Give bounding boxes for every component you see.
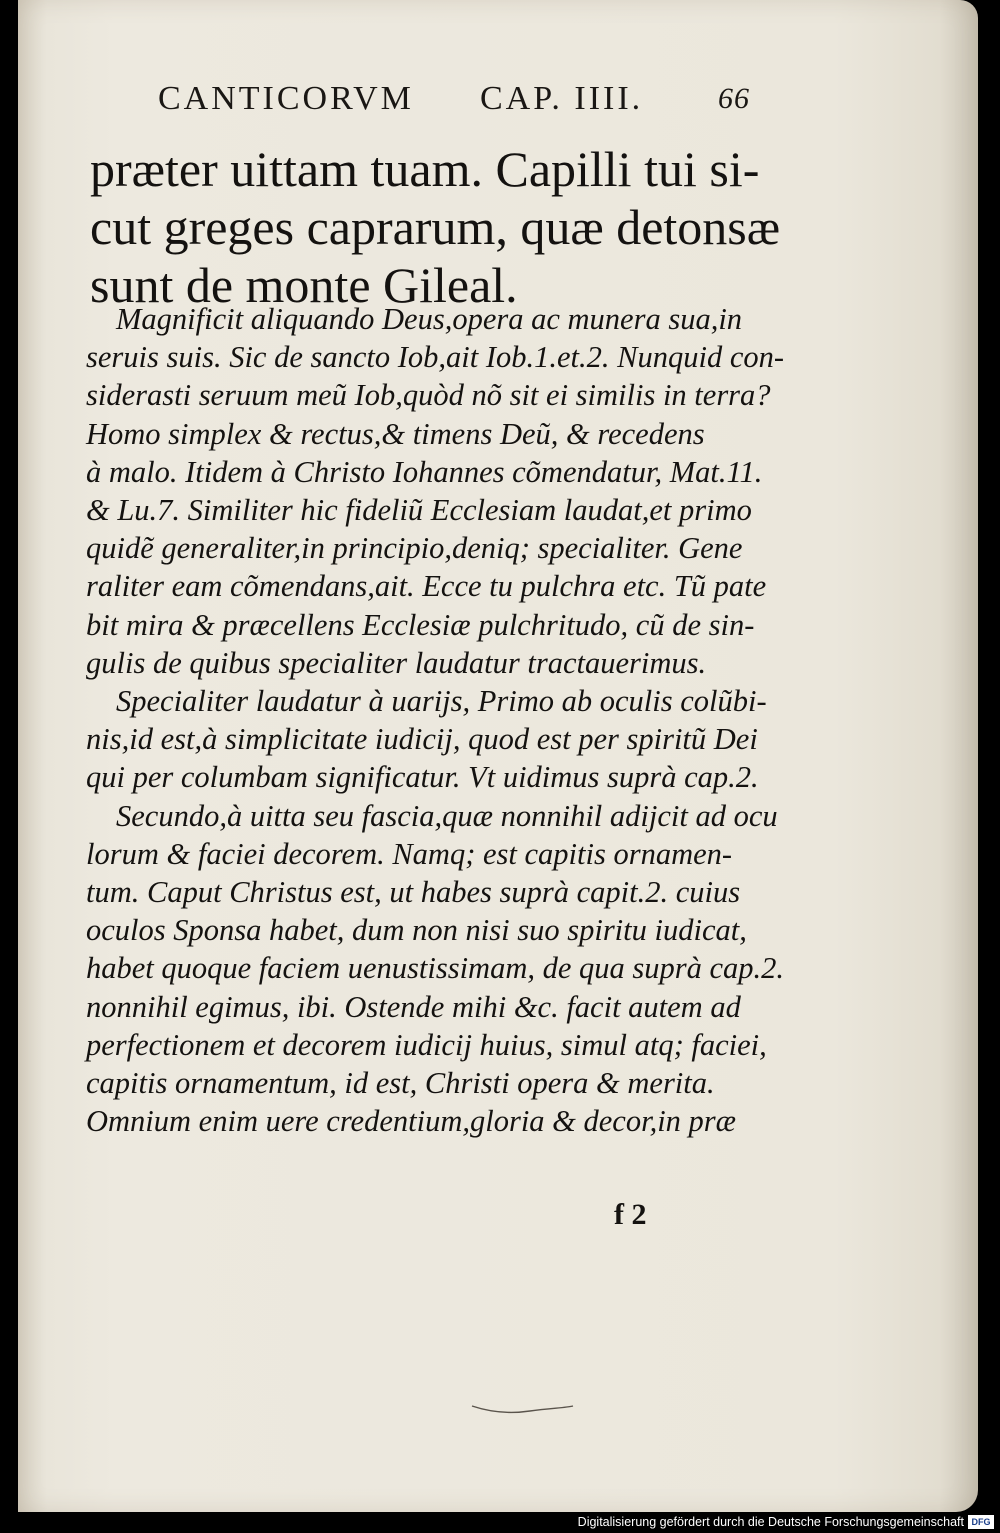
commentary-text	[86, 300, 785, 1140]
commentary-line: bit mira & præcellens Ecclesiæ pulchritudo, cũ de sin-	[86, 607, 755, 642]
commentary-line: nis,id est,à simplicitate iudicij, quod est per spiritũ Dei	[86, 722, 758, 757]
commentary-line: Specialiter laudatur à uarijs, Primo ab oculis colũbi-	[116, 684, 767, 719]
page-header	[158, 80, 778, 124]
commentary-line: perfectionem et decorem iudicij huius, simul atq; faciei,	[86, 1027, 767, 1062]
digitization-footer	[0, 1512, 1000, 1533]
commentary-line: à malo. Itidem à Christo Iohannes cõmendatur, Mat.11.	[86, 454, 763, 489]
folio-number: 66	[718, 82, 750, 115]
funding-credit: Digitalisierung gefördert durch die Deutsche Forschungsgemeinschaft	[577, 1515, 964, 1529]
commentary-line: Magnificit aliquando Deus,opera ac munera sua,in	[116, 302, 743, 336]
commentary-line: seruis suis. Sic de sancto Iob,ait Iob.1.et.2. Nunquid con-	[86, 340, 785, 375]
commentary-line: tum. Caput Christus est, ut habes suprà capit.2. cuius	[86, 875, 741, 910]
running-title: CANTICORVM	[158, 80, 414, 117]
verse-text	[90, 140, 790, 314]
verse-line: sunt de monte Gileal.	[90, 257, 518, 313]
signature-mark: f 2	[614, 1198, 647, 1231]
commentary-line: capitis ornamentum, id est, Christi opera & merita.	[86, 1066, 715, 1101]
commentary-line: lorum & faciei decorem. Namq; est capitis ornamen-	[86, 836, 733, 871]
verse-line: cut greges caprarum, quæ detonsæ	[90, 199, 781, 255]
verse-line: præter uittam tuam. Capilli tui si-	[90, 141, 760, 197]
commentary-line: nonnihil egimus, ibi. Ostende mihi &c. facit autem ad	[86, 989, 741, 1024]
commentary-line: raliter eam cõmendans,ait. Ecce tu pulchra etc. Tũ pate	[86, 569, 767, 604]
commentary-line: & Lu.7. Similiter hic fideliũ Ecclesiam laudat,et primo	[86, 493, 752, 528]
commentary-line: oculos Sponsa habet, dum non nisi suo spiritu iudicat,	[86, 913, 747, 948]
commentary-line: siderasti seruum meũ Iob,quòd nõ sit ei similis in terra?	[86, 378, 771, 413]
chapter-heading: CAP. IIII.	[480, 80, 644, 117]
commentary-line: habet quoque faciem uenustissimam, de qua suprà cap.2.	[86, 951, 785, 986]
ink-smudge-mark	[470, 1402, 575, 1416]
commentary-line: Omnium enim uere credentium,gloria & decor,in præ	[86, 1104, 737, 1139]
commentary-line: qui per columbam significatur. Vt uidimus suprà cap.2.	[86, 760, 759, 795]
commentary-line: Secundo,à uitta seu fascia,quæ nonnihil adijcit ad ocu	[116, 798, 778, 833]
dfg-logo-icon: DFG	[968, 1515, 994, 1529]
commentary-line: Homo simplex & rectus,& timens Deũ, & recedens	[86, 416, 705, 451]
commentary-line: gulis de quibus specialiter laudatur tractauerimus.	[86, 645, 707, 680]
book-page	[18, 0, 978, 1512]
commentary-line: quidẽ generaliter,in principio,deniq; specialiter. Gene	[86, 531, 743, 566]
